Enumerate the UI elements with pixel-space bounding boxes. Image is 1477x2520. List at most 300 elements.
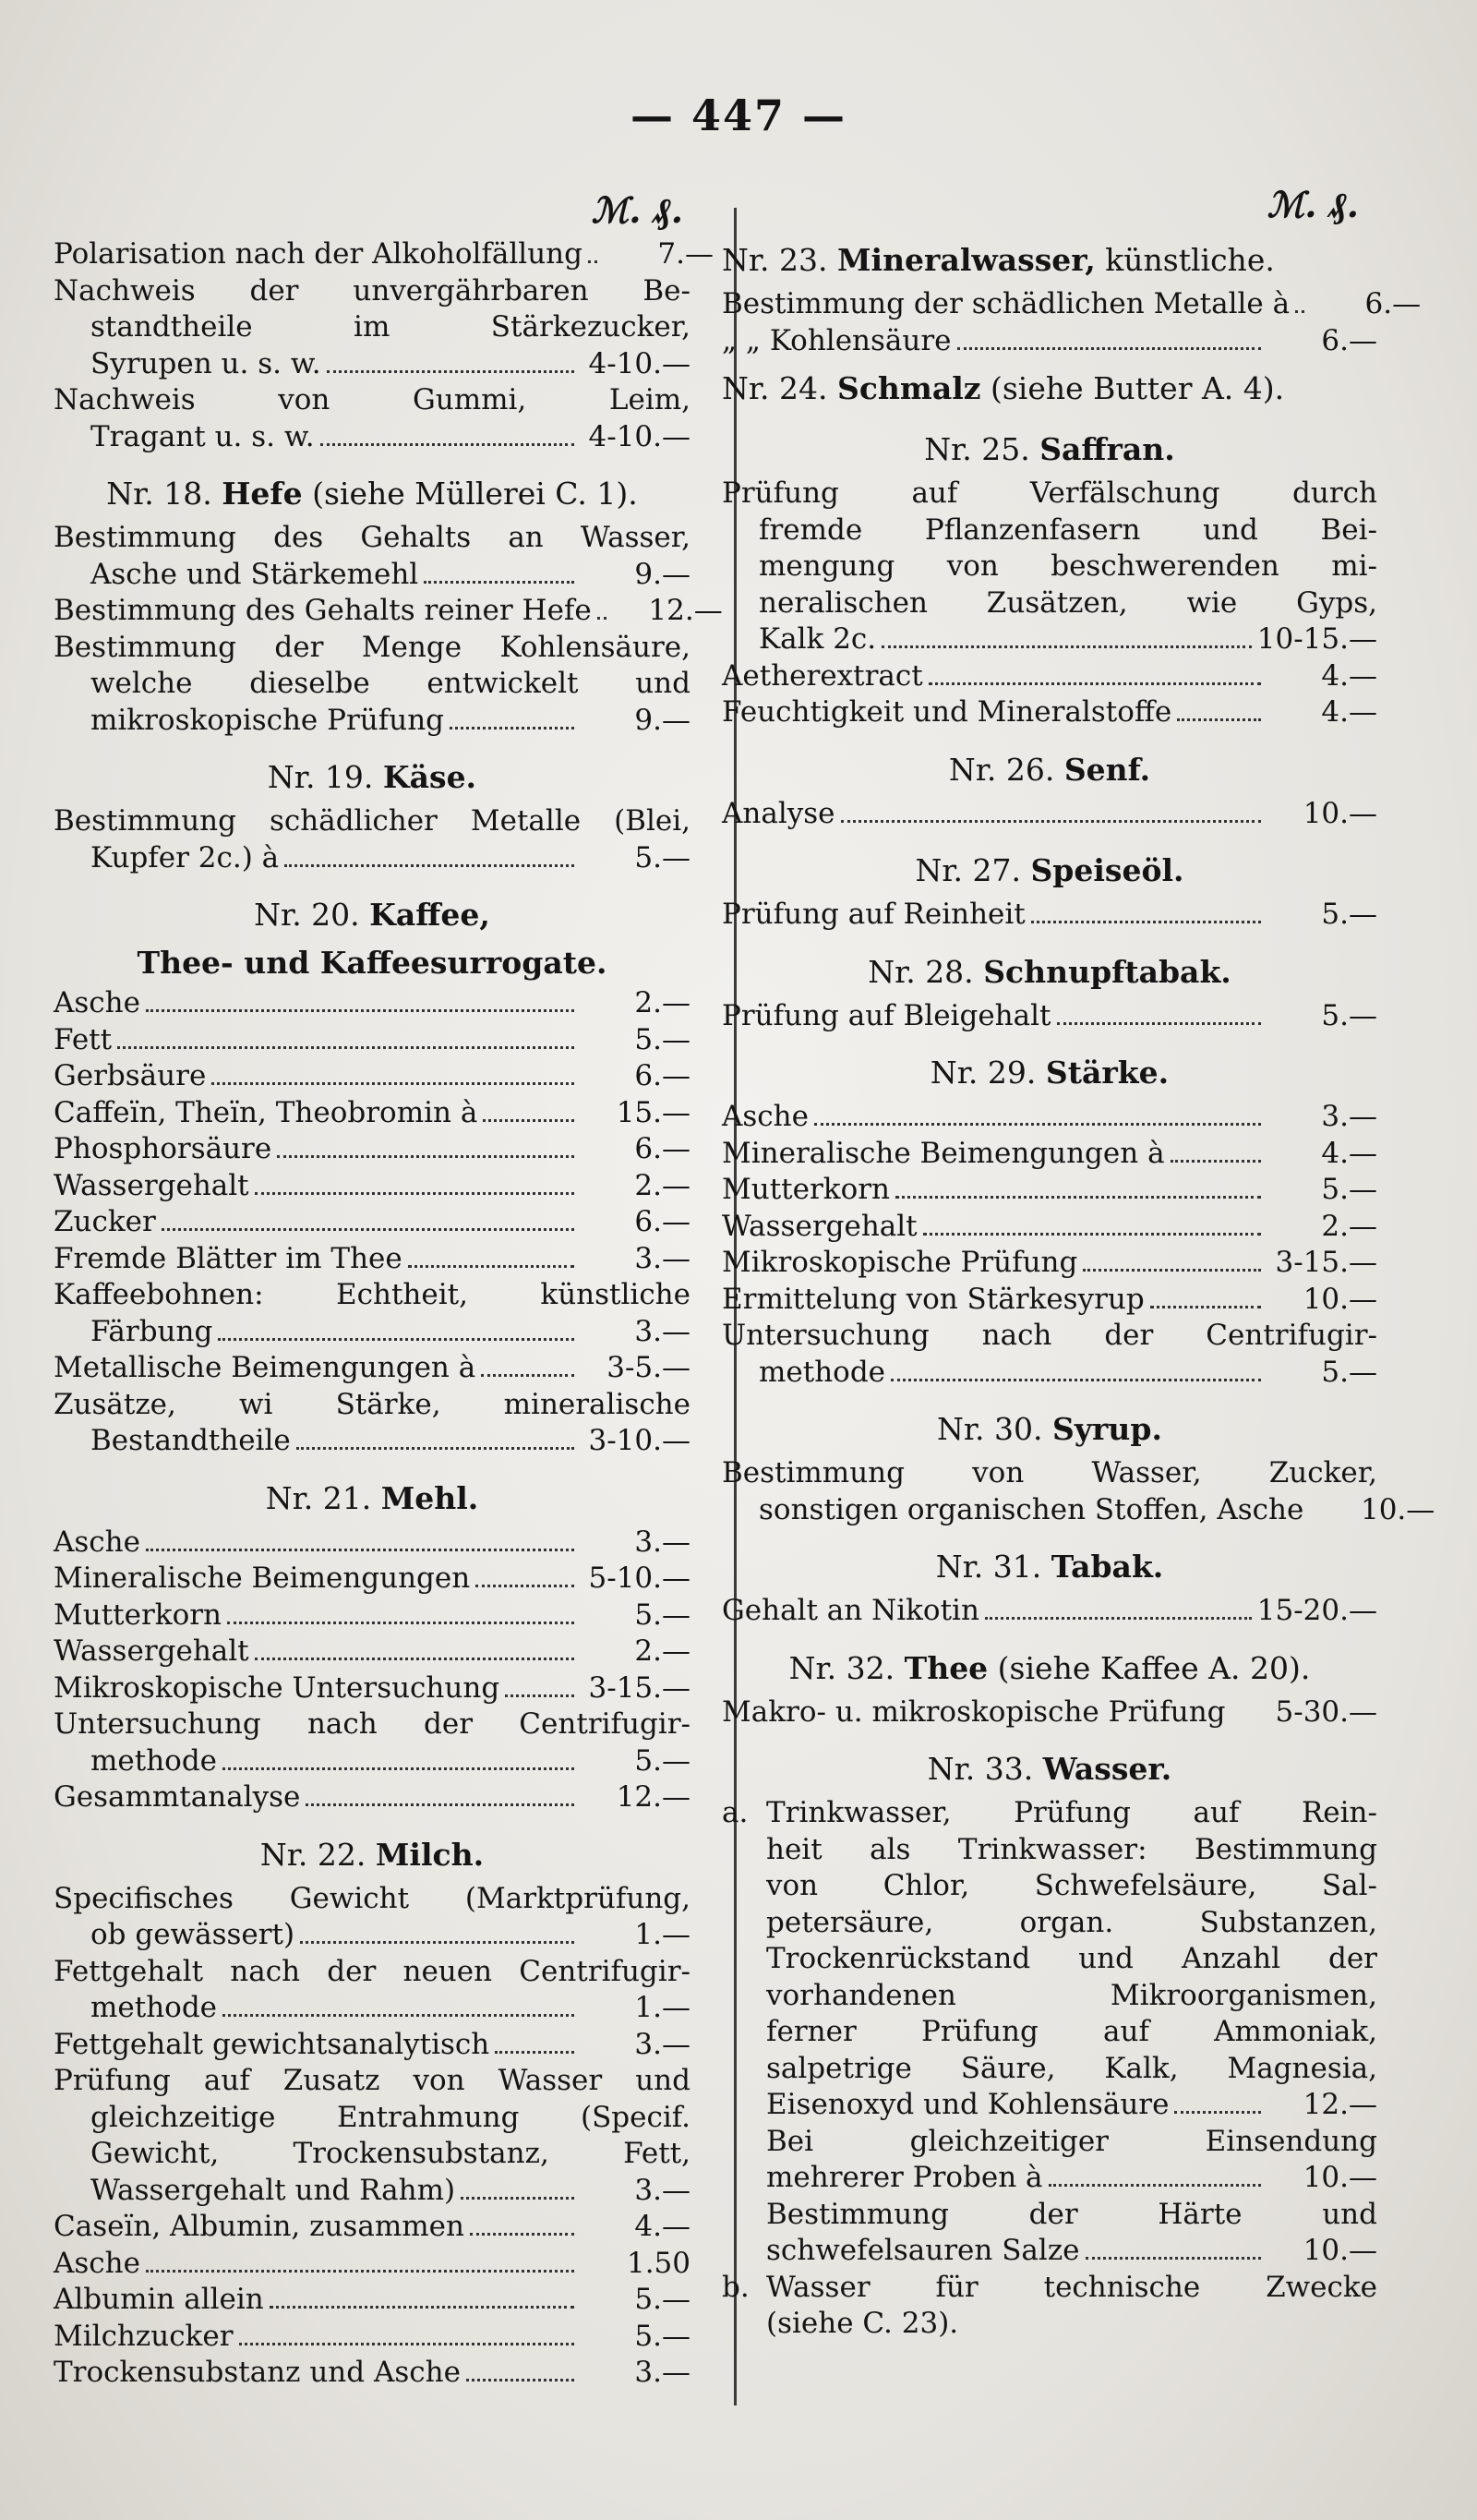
entry-text: Albumin allein: [54, 2283, 264, 2316]
entry-text: Mineralische Beimengungen à: [722, 1136, 1165, 1170]
price: 3.—: [634, 2173, 690, 2207]
entry-text: Mineralische Beimengungen: [54, 1561, 471, 1595]
entry-last-line: [54, 346, 690, 383]
price: 6.—: [634, 1205, 690, 1238]
dot-leader: [211, 1082, 574, 1085]
section-number: Nr. 27.: [915, 852, 1021, 888]
section-name: Mehl.: [380, 1479, 479, 1516]
entry: [54, 1204, 690, 1241]
entry-body: [766, 2124, 1377, 2197]
section-name: Thee: [904, 1649, 989, 1686]
entry: [54, 1881, 690, 1954]
entry-last-line: [54, 419, 690, 456]
entry-text: Phosphorsäure: [54, 1132, 272, 1165]
entry-text: Aetherextract: [722, 658, 923, 693]
entry-text: Feuchtigkeit und Mineralstoffe: [722, 695, 1172, 729]
entry-text: ob gewässert): [90, 1918, 295, 1951]
lettered-entry: [722, 2197, 1377, 2270]
entry-last-line: [54, 1598, 690, 1634]
entry-last-line: [54, 1634, 690, 1670]
section-note: (siehe Butter A. 4).: [980, 370, 1285, 406]
dot-leader: [450, 727, 574, 729]
price: 4-10.—: [588, 346, 690, 380]
entry: [722, 897, 1377, 934]
entry-text: Gesammtanalyse: [54, 1780, 301, 1814]
entry-body: [766, 2197, 1377, 2270]
entry-last-line: [722, 998, 1377, 1035]
entry-text: Kupfer 2c.) à: [90, 840, 280, 874]
price: 3.—: [634, 1525, 690, 1559]
entry: [54, 985, 690, 1022]
entry-last-line: [54, 1779, 690, 1816]
entry-text: Bestimmung des Gehalts reiner Hefe: [54, 594, 592, 627]
entry-line: Kaffeebohnen: Echtheit, künstliche: [54, 1278, 690, 1311]
left-sections: [54, 472, 723, 2392]
price: 2.—: [634, 1634, 690, 1668]
entry-last-line: [54, 593, 723, 630]
entry-text: (siehe C. 23).: [766, 2307, 959, 2340]
entry-text: Fettgehalt gewichtsanalytisch: [54, 2027, 490, 2061]
dot-leader: [1086, 2257, 1261, 2260]
dot-leader: [588, 260, 597, 263]
entry-inner: [766, 2197, 1377, 2270]
section-name: Speiseöl.: [1030, 852, 1184, 888]
section-name: Wasser.: [1042, 1751, 1172, 1787]
section: [722, 1051, 1377, 1391]
entry: [54, 2319, 690, 2356]
section: [54, 1833, 690, 2392]
entry: [54, 2027, 690, 2064]
entry-last-line: [766, 2233, 1377, 2270]
entry-last-line: [54, 557, 690, 594]
entry-line: mengung von beschwerenden mi-: [759, 549, 1377, 583]
entry-line: petersäure, organ. Substanzen,: [766, 1905, 1377, 1939]
entry-line: Bestimmung der Härte und: [766, 2197, 1377, 2231]
entry: [722, 286, 1422, 323]
section-number: Nr. 28.: [868, 953, 974, 990]
page-number: — 447 —: [630, 90, 847, 140]
price: 3.—: [634, 2027, 690, 2061]
entry-line: salpetrige Säure, Kalk, Magnesia,: [766, 2051, 1377, 2085]
section-name: Schnupftabak.: [983, 953, 1231, 990]
dot-leader: [505, 1694, 574, 1697]
price: 1.—: [634, 1991, 690, 2024]
entry-inner: [766, 2270, 1377, 2343]
price: 10.—: [1360, 1492, 1435, 1526]
dot-leader: [146, 1549, 574, 1551]
section: [54, 472, 723, 739]
dot-leader: [227, 1622, 574, 1624]
price: 5-30.—: [1275, 1694, 1377, 1729]
section-heading: [54, 755, 690, 800]
section-heading: [722, 748, 1377, 792]
entry-text: Metallische Beimengungen à: [54, 1351, 476, 1384]
entry: [54, 1168, 690, 1205]
entry-last-line: [54, 2282, 690, 2319]
price: 4-10.—: [588, 419, 690, 453]
entry-last-line: [766, 2087, 1377, 2124]
lettered-entry: [722, 2270, 1377, 2343]
section-name: Schmalz: [837, 370, 981, 406]
entry-line: Nachweis der unvergährbaren Be-: [54, 273, 690, 307]
price: 5.—: [1321, 898, 1377, 931]
section: [722, 1747, 1377, 2343]
entry-text: „ „ Kohlensäure: [722, 323, 952, 357]
lettered-entry: [722, 1795, 1377, 2124]
price: 3-15.—: [1275, 1246, 1377, 1279]
dot-leader: [1295, 310, 1304, 313]
section-number: Nr. 21.: [265, 1479, 372, 1516]
price: 3.—: [634, 2356, 690, 2389]
section-number: Nr. 31.: [935, 1549, 1042, 1585]
entry-text: Makro- u. mikroskopische Prüfung: [722, 1694, 1226, 1729]
entry: [54, 273, 690, 383]
entry-last-line: [54, 703, 690, 740]
entry-last-line: [54, 1095, 690, 1132]
entry: [54, 2063, 690, 2209]
dot-leader: [1231, 1718, 1261, 1721]
entry-line: Zusätze, wi Stärke, mineralische: [54, 1387, 690, 1421]
entry: [722, 998, 1377, 1035]
entry-line: Prüfung auf Zusatz von Wasser und: [54, 2064, 690, 2097]
section-name: Mineralwasser,: [837, 242, 1096, 278]
price: 5.—: [1321, 998, 1377, 1032]
section-number: Nr. 25.: [924, 431, 1030, 467]
section-name: Hefe: [222, 476, 303, 512]
entry-text: Asche: [54, 2246, 140, 2280]
section-heading: [722, 849, 1377, 893]
dot-leader: [255, 1192, 574, 1195]
currency-header-left: ℳ. ₰.: [591, 189, 683, 231]
entry: [54, 1350, 690, 1387]
entry-text: Asche und Stärkemehl: [90, 557, 419, 591]
section-note: (siehe Müllerei C. 1).: [302, 476, 638, 512]
dot-leader: [895, 1196, 1261, 1199]
entry-line: Bestimmung von Wasser, Zucker,: [722, 1456, 1377, 1489]
dot-leader: [320, 443, 574, 446]
price: 4.—: [634, 2210, 690, 2243]
section-heading: [54, 1833, 690, 1877]
entry: [722, 1209, 1377, 1246]
entry-line: neralischen Zusätzen, wie Gyps,: [759, 585, 1377, 620]
entry: [54, 1706, 690, 1779]
dot-leader: [466, 2379, 574, 2381]
entry-last-line: [722, 1282, 1377, 1319]
section-heading: [722, 1747, 1377, 1791]
entry-last-line: [54, 2027, 690, 2064]
price: 3.—: [634, 1314, 690, 1348]
entry: [54, 1779, 690, 1816]
right-column: [722, 184, 1435, 2343]
left-column: [54, 185, 723, 2392]
entry-last-line: [722, 1245, 1377, 1282]
entry-last-line: [54, 1168, 690, 1205]
dot-leader: [424, 581, 574, 584]
price: 3-10.—: [588, 1424, 690, 1457]
entry-last-line: [54, 1917, 690, 1954]
entry-text: Asche: [722, 1100, 809, 1133]
entry-line: Trockenrückstand und Anzahl der: [766, 1942, 1377, 1975]
entry-line: Prüfung auf Verfälschung durch: [722, 476, 1377, 510]
entry: [54, 1670, 690, 1707]
section-number: Nr. 30.: [937, 1411, 1043, 1447]
entry-text: Zucker: [54, 1205, 156, 1238]
price: 10.—: [1303, 796, 1377, 830]
entry-text: Tragant u. s. w.: [90, 419, 315, 453]
entry-text: Asche: [54, 986, 140, 1019]
dot-leader: [495, 2051, 574, 2054]
section-number: Nr. 24.: [722, 370, 828, 406]
entry-text: Kalk 2c.: [759, 622, 877, 656]
entry-text: Wassergehalt: [722, 1209, 918, 1243]
entry: [54, 1022, 690, 1059]
entry-text: Fremde Blätter im Thee: [54, 1241, 402, 1275]
entry-letter: [722, 2124, 766, 2197]
price: 10.—: [1303, 2234, 1377, 2267]
dot-leader: [470, 2233, 574, 2236]
entry-last-line: [766, 2306, 1377, 2343]
section-number: Nr. 29.: [930, 1055, 1037, 1091]
price: 2.—: [1321, 1209, 1377, 1243]
entry-last-line: [54, 2355, 690, 2392]
entry: [722, 694, 1377, 731]
dot-leader: [483, 1119, 574, 1122]
dot-leader: [277, 1155, 574, 1158]
dot-leader: [481, 1374, 574, 1377]
entry-text: Prüfung auf Bleigehalt: [722, 998, 1051, 1032]
dot-leader: [222, 2014, 574, 2017]
entry-line: Bei gleichzeitiger Einsendung: [766, 2124, 1377, 2158]
dot-leader: [891, 1379, 1261, 1381]
entry-text: Mutterkorn: [54, 1598, 222, 1632]
entry: [722, 1172, 1377, 1209]
entry: [722, 323, 1377, 360]
entry-last-line: [722, 694, 1377, 731]
entry-last-line: [54, 1350, 690, 1387]
section: [722, 367, 1377, 411]
price: 9.—: [634, 557, 690, 591]
entry: [54, 1387, 690, 1460]
dot-leader: [1171, 1160, 1261, 1163]
section-number: Nr. 22.: [259, 1836, 366, 1873]
price: 12.—: [648, 594, 723, 627]
section: [722, 238, 1422, 359]
entry-inner: [766, 1795, 1377, 2124]
price: 5.—: [634, 1022, 690, 1056]
entry: [722, 1136, 1377, 1173]
entry-text: Wassergehalt und Rahm): [90, 2173, 456, 2207]
entry-last-line: [722, 796, 1377, 833]
entry-last-line: [54, 2173, 690, 2210]
entry-line: von Chlor, Schwefelsäure, Sal-: [766, 1869, 1377, 1902]
entry-line: Untersuchung nach der Centrifugir-: [722, 1319, 1377, 1352]
entry: [54, 2282, 690, 2319]
price: 10-15.—: [1256, 622, 1377, 656]
section-name: Milch.: [375, 1836, 485, 1873]
dot-leader: [1057, 1022, 1262, 1025]
entry-text: mehrerer Proben à: [766, 2161, 1043, 2194]
entry-letter: b.: [722, 2270, 750, 2304]
entry: [722, 1282, 1377, 1319]
price: 9.—: [634, 703, 690, 737]
dot-leader: [1031, 921, 1261, 923]
dot-leader: [162, 1228, 574, 1231]
entry-last-line: [722, 1172, 1377, 1209]
price: 3-15.—: [588, 1670, 690, 1705]
entry-text: methode: [90, 1991, 218, 2024]
entry-text: Bestimmung der schädlichen Metalle à: [722, 287, 1291, 320]
entry-inner: [766, 2124, 1377, 2197]
dot-leader: [957, 347, 1261, 350]
price: 10.—: [1303, 2161, 1377, 2194]
lettered-entry: [722, 2124, 1377, 2197]
dot-leader: [964, 2330, 1261, 2333]
dot-leader: [146, 2270, 574, 2273]
entry-last-line: [54, 1058, 690, 1095]
entry-last-line: [54, 1990, 690, 2027]
entry: [54, 520, 690, 593]
entry: [54, 2209, 690, 2246]
entry-last-line: [54, 840, 690, 877]
entry: [722, 1318, 1377, 1391]
entry-last-line: [722, 323, 1377, 360]
section: [722, 748, 1377, 833]
entry-text: methode: [759, 1355, 886, 1389]
entry-line: Fettgehalt nach der neuen Centrifugir-: [54, 1954, 690, 1988]
section-note: (siehe Kaffee A. 20).: [988, 1649, 1311, 1686]
price: 5.—: [634, 2319, 690, 2353]
entry-line: Bestimmung der Menge Kohlensäure,: [54, 630, 690, 664]
entry-last-line: [722, 1099, 1377, 1136]
entry-line: vorhandenen Mikroorganismen,: [766, 1978, 1377, 2012]
entry: [722, 1245, 1377, 1282]
entry-line: fremde Pflanzenfasern und Bei-: [759, 512, 1377, 547]
entry-last-line: [766, 2160, 1377, 2197]
section-heading: [722, 1646, 1377, 1691]
entry-text: Mikroskopische Prüfung: [722, 1246, 1078, 1279]
currency-header-right: ℳ. ₰.: [1267, 184, 1359, 225]
left-pre-entries: [54, 236, 714, 455]
section-number: Nr. 23.: [722, 242, 828, 278]
entry-last-line: [54, 1743, 690, 1780]
dot-leader: [923, 1233, 1261, 1236]
section-heading: [722, 1545, 1377, 1589]
entry-line: Untersuchung nach der Centrifugir-: [54, 1707, 690, 1741]
price: 6.—: [634, 1059, 690, 1092]
entry-last-line: [54, 1022, 690, 1059]
price: 2.—: [634, 1168, 690, 1202]
entry: [722, 1694, 1377, 1731]
dot-leader: [327, 370, 574, 373]
price: 5.—: [1321, 1173, 1377, 1206]
entry: [722, 1099, 1377, 1136]
section-name: Saffran.: [1039, 431, 1175, 467]
entry-last-line: [722, 1492, 1435, 1529]
entry-text: Mikroskopische Untersuchung: [54, 1670, 500, 1705]
entry-last-line: [722, 286, 1422, 323]
section-heading: [722, 367, 1377, 411]
entry: [722, 1593, 1377, 1630]
entry-text: Trockensubstanz und Asche: [54, 2356, 461, 2389]
section-heading: [722, 950, 1377, 995]
entry-letter: a.: [722, 1796, 749, 1829]
section-heading: [722, 1407, 1377, 1452]
section-name: Tabak.: [1051, 1549, 1164, 1585]
entry-line: Gewicht, Trockensubstanz, Fett,: [90, 2137, 690, 2170]
price: 2.—: [634, 986, 690, 1019]
entry: [54, 1095, 690, 1132]
price: 3.—: [634, 1241, 690, 1275]
entry-last-line: [54, 236, 714, 273]
entry-last-line: [722, 621, 1377, 658]
dot-leader: [239, 2343, 574, 2345]
entry-last-line: [722, 1593, 1377, 1630]
entry: [54, 1598, 690, 1634]
price: 12.—: [1303, 2088, 1377, 2121]
entry-text: Ermittelung von Stärkesyrup: [722, 1282, 1145, 1316]
section-number: Nr. 33.: [927, 1751, 1034, 1787]
entry-text: Fett: [54, 1022, 113, 1056]
dot-leader: [461, 2197, 574, 2200]
entry-last-line: [722, 1136, 1377, 1173]
entry-text: Caffeïn, Theïn, Theobromin à: [54, 1095, 478, 1129]
entry-text: schwefelsauren Salze: [766, 2234, 1080, 2267]
section-name: Syrup.: [1052, 1411, 1162, 1447]
dot-leader: [300, 1941, 574, 1944]
entry-text: sonstigen organischen Stoffen, Asche: [759, 1492, 1304, 1526]
entry: [54, 382, 690, 455]
entry-last-line: [54, 1131, 690, 1168]
entry-text: Eisenoxyd und Kohlensäure: [766, 2088, 1170, 2121]
entry: [54, 2355, 690, 2392]
entry: [54, 1277, 690, 1350]
dot-leader: [408, 1265, 574, 1268]
entry-body: [766, 1795, 1377, 2124]
entry: [722, 658, 1377, 695]
section-name: Stärke.: [1045, 1055, 1170, 1091]
price: 1.50: [626, 2246, 690, 2280]
entry-text: Prüfung auf Reinheit: [722, 898, 1026, 931]
entry: [54, 2246, 690, 2283]
section-note: künstliche.: [1095, 242, 1275, 278]
entry: [54, 1561, 690, 1598]
entry-last-line: [722, 1209, 1377, 1246]
entry: [54, 1954, 690, 2027]
section: [54, 1477, 690, 1816]
section-name: Senf.: [1063, 751, 1151, 788]
entry: [54, 593, 723, 630]
entry-line: heit als Trinkwasser: Bestimmung: [766, 1832, 1377, 1866]
section-heading: [54, 1477, 690, 1521]
entry-body: [766, 2270, 1377, 2343]
entry-text: Caseïn, Albumin, zusammen: [54, 2210, 464, 2243]
entry-last-line: [54, 2246, 690, 2283]
section-heading: [54, 893, 690, 937]
price: 4.—: [1321, 658, 1377, 693]
price: 5.—: [634, 1743, 690, 1778]
dot-leader: [597, 617, 606, 620]
entry-last-line: [54, 1204, 690, 1241]
section-name: Kaffee,: [369, 897, 490, 933]
entry-text: Gerbsäure: [54, 1059, 207, 1092]
section-number: Nr. 19.: [267, 759, 374, 795]
entry-line: welche dieselbe entwickelt und: [90, 667, 690, 700]
price: 5.—: [1321, 1355, 1377, 1389]
section-number: Nr. 18.: [106, 476, 212, 512]
entry-last-line: [54, 1314, 690, 1351]
entry-last-line: [54, 2319, 690, 2356]
dot-leader: [814, 1123, 1261, 1126]
